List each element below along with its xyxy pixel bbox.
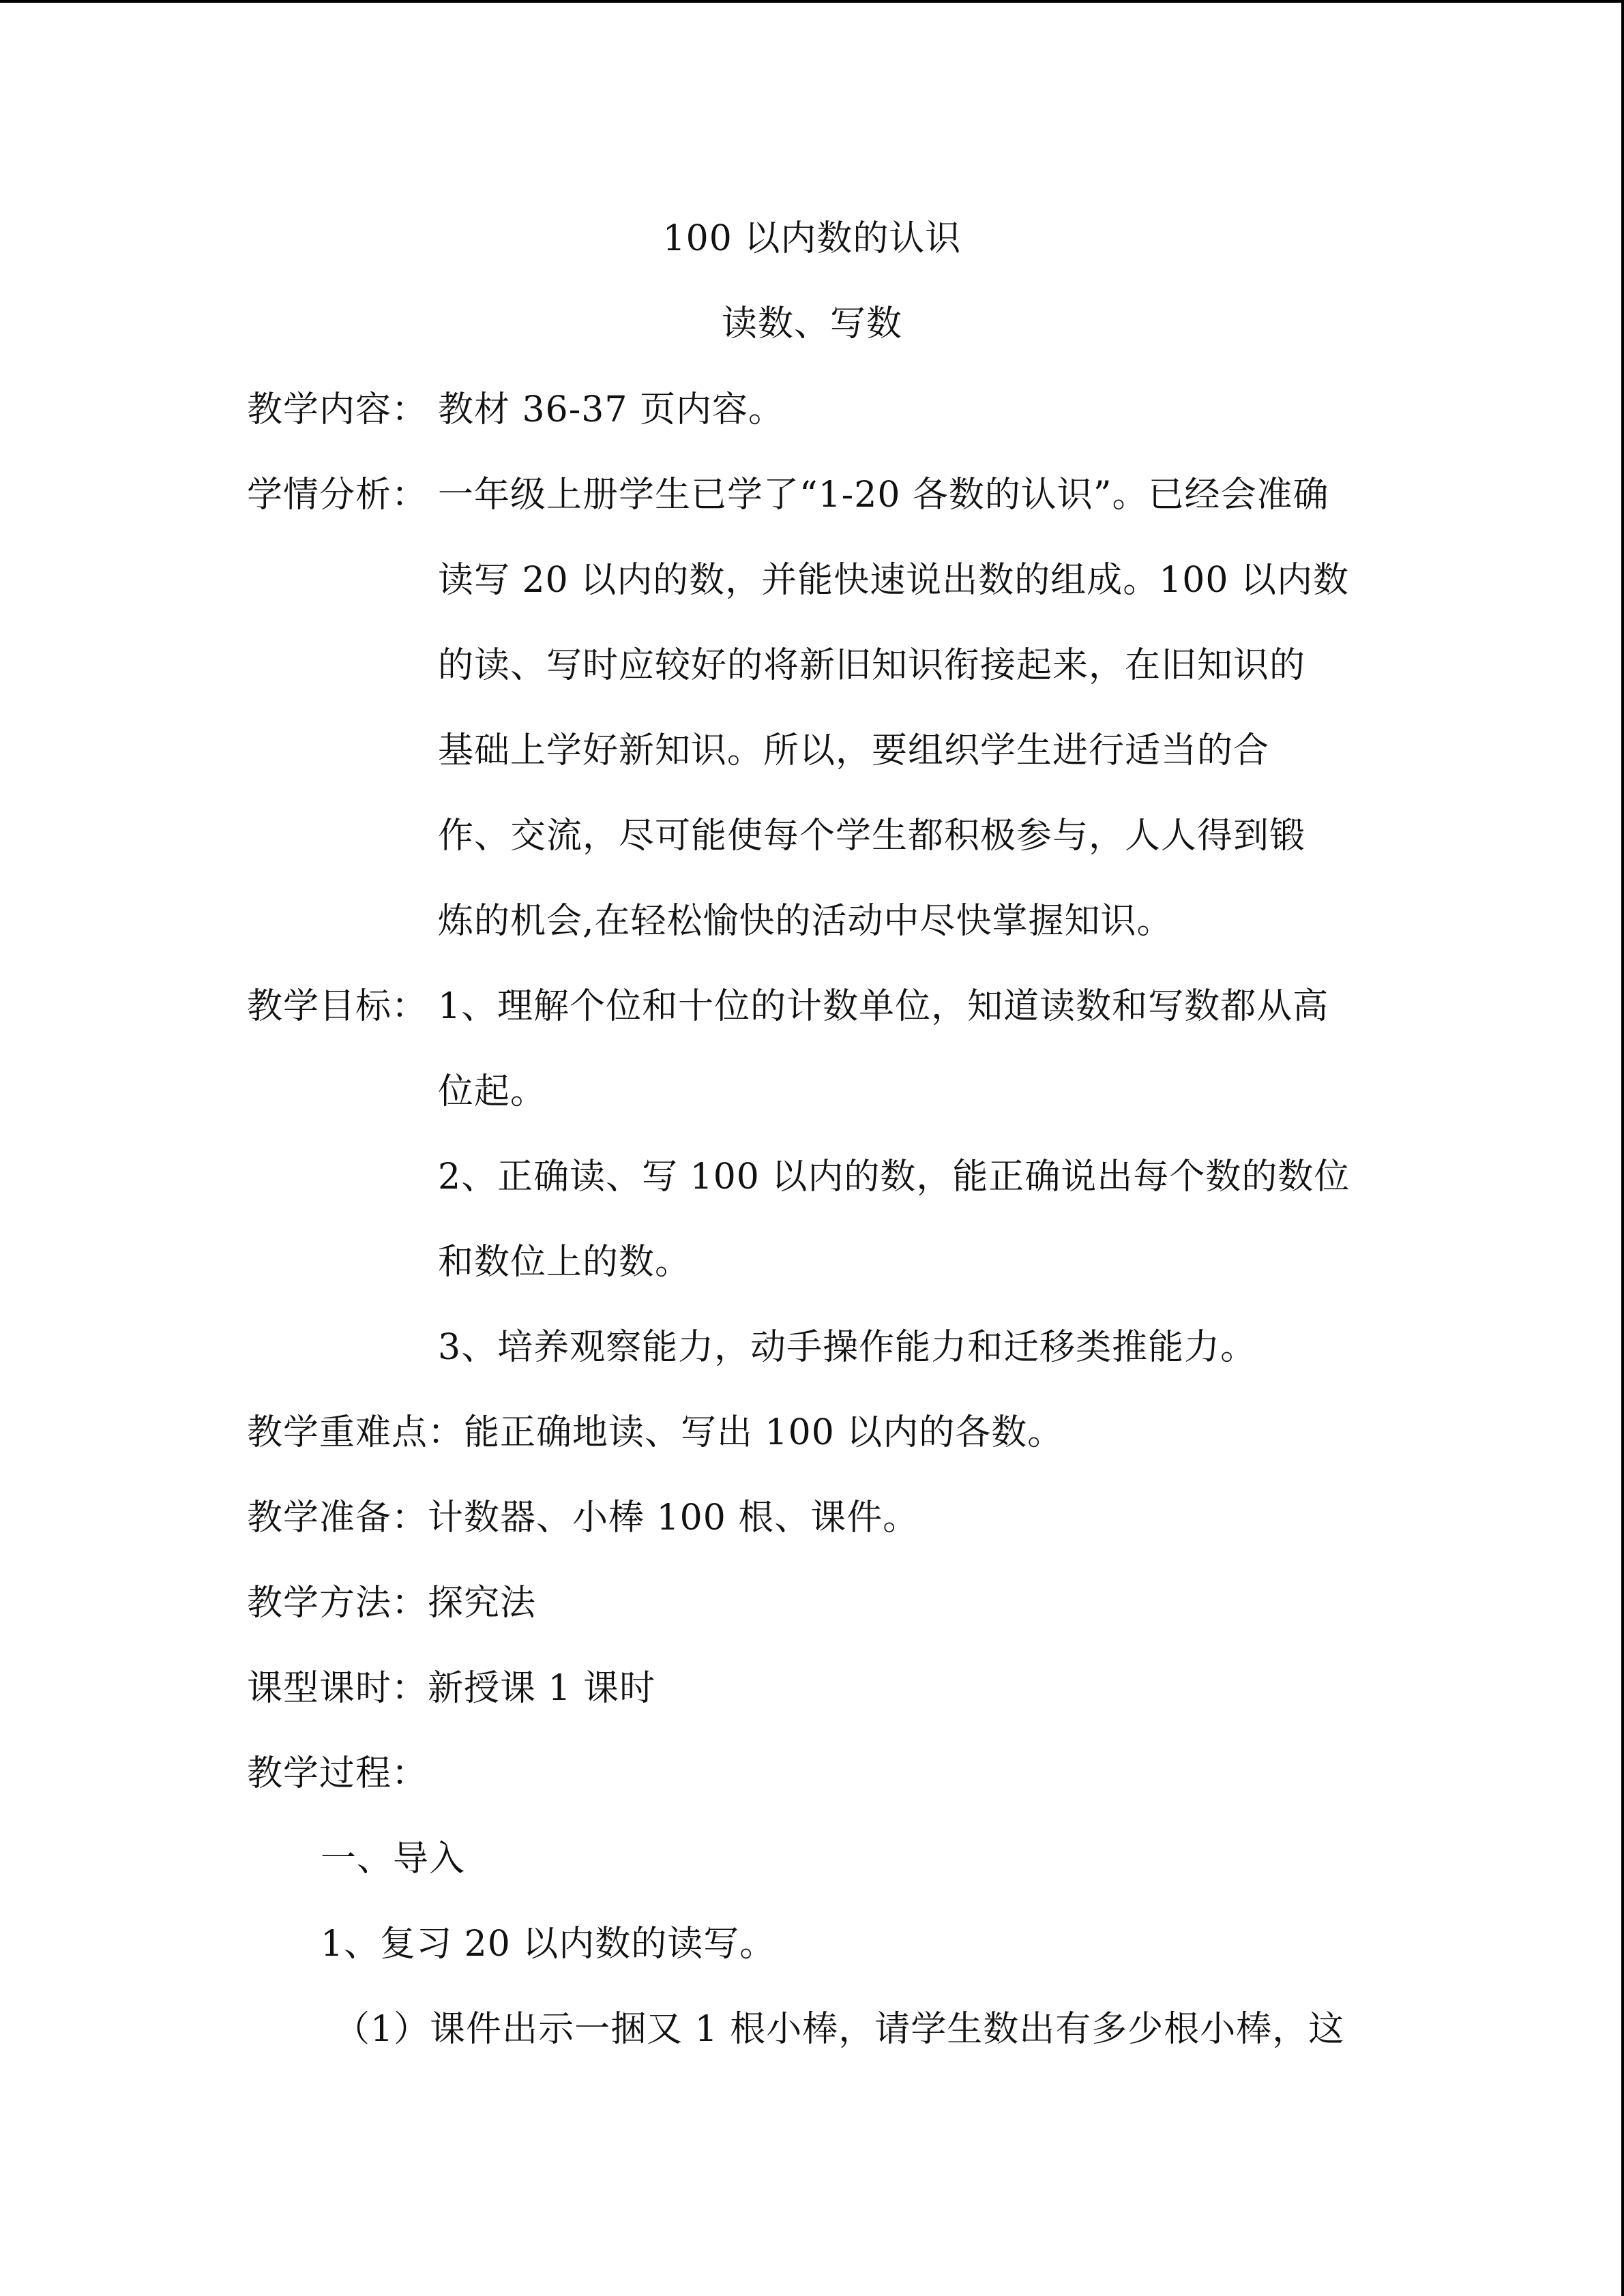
analysis-line: 的读、写时应较好的将新旧知识衔接起来，在旧知识的 <box>438 645 1306 686</box>
analysis-line: 读写 20 以内的数，并能快速说出数的组成。100 以内数 <box>438 560 1350 601</box>
document-subtitle: 读数、写数 <box>721 303 902 344</box>
goals-line: 位起。 <box>438 1071 547 1112</box>
analysis-label: 学情分析： <box>247 475 428 516</box>
key-points: 教学重难点：能正确地读、写出 100 以内的各数。 <box>247 1412 1064 1453</box>
goals-line: 2、正确读、写 100 以内的数，能正确说出每个数的数位 <box>438 1157 1350 1197</box>
analysis-line: 基础上学好新知识。所以，要组织学生进行适当的合 <box>438 730 1270 771</box>
content-value: 教材 36-37 页内容。 <box>438 389 784 430</box>
teaching-method: 教学方法：探究法 <box>247 1583 537 1624</box>
document-title: 100 以内数的认识 <box>662 218 962 259</box>
goals-label: 教学目标： <box>247 986 428 1027</box>
goals-line: 3、培养观察能力，动手操作能力和迁移类推能力。 <box>438 1327 1257 1368</box>
analysis-line: 一年级上册学生已学了“1-20 各数的认识”。已经会准确 <box>438 475 1329 516</box>
goals-line: 1、理解个位和十位的计数单位，知道读数和写数都从高 <box>438 986 1329 1027</box>
process-label: 教学过程： <box>247 1753 428 1794</box>
lesson-type: 课型课时：新授课 1 课时 <box>247 1668 656 1709</box>
step-item: 1、复习 20 以内数的读写。 <box>321 1924 776 1965</box>
preparation: 教学准备：计数器、小棒 100 根、课件。 <box>247 1497 919 1538</box>
goals-line: 和数位上的数。 <box>438 1242 692 1283</box>
sub-step-item: （1）课件出示一捆又 1 根小棒，请学生数出有多少根小棒，这 <box>334 2009 1345 2050</box>
section-heading: 一、导入 <box>321 1838 466 1879</box>
analysis-line: 炼的机会,在轻松愉快的活动中尽快掌握知识。 <box>438 901 1173 942</box>
analysis-line: 作、交流，尽可能使每个学生都积极参与，人人得到锻 <box>438 816 1306 856</box>
content-label: 教学内容： <box>247 389 428 430</box>
